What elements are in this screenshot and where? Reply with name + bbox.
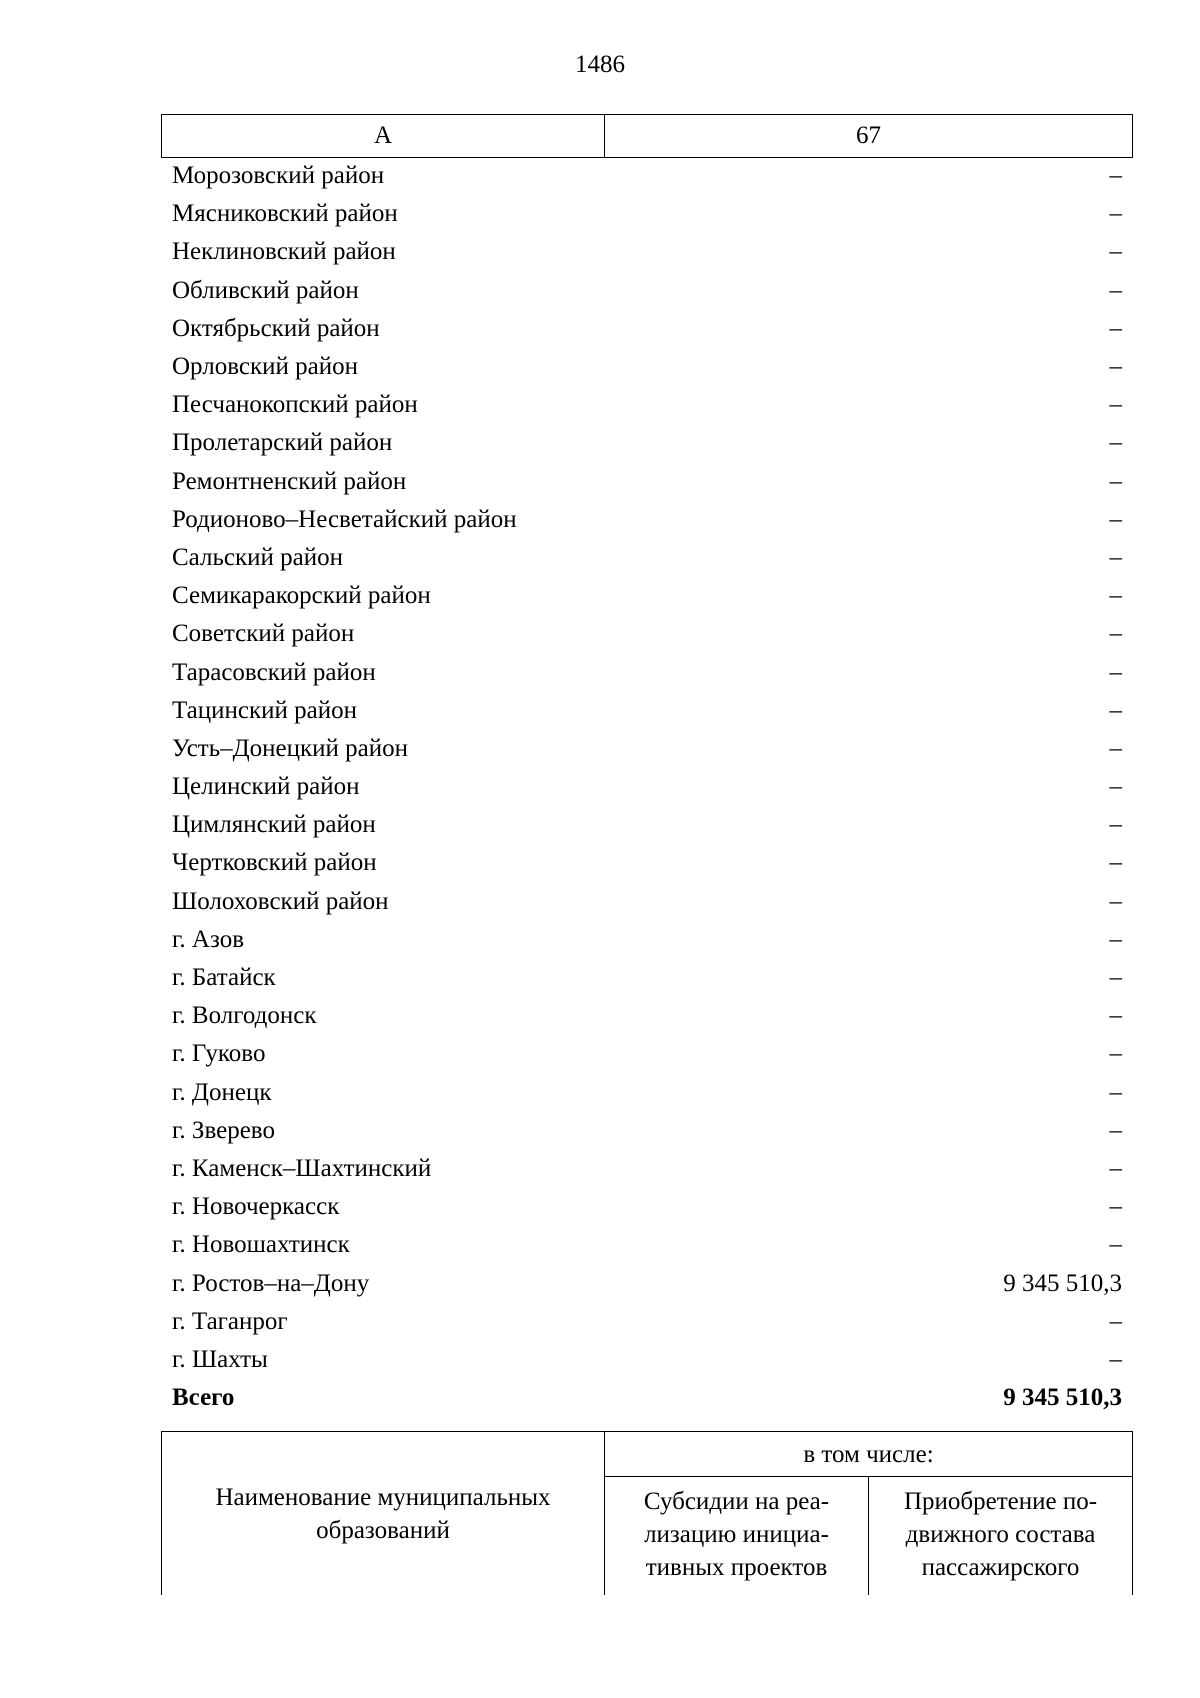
municipality-value: – — [1109, 925, 1122, 953]
table-row — [161, 1150, 1133, 1188]
municipality-list — [161, 157, 1133, 1417]
municipality-name: Ремонтненский район — [172, 467, 407, 495]
table-row — [161, 577, 1133, 615]
municipality-value: – — [1109, 1231, 1122, 1259]
table-row — [161, 386, 1133, 424]
page-number: 1486 — [575, 51, 625, 78]
municipality-name-header — [162, 1432, 605, 1596]
table-row — [161, 844, 1133, 882]
municipality-value: – — [1109, 1040, 1122, 1068]
municipality-value: – — [1109, 964, 1122, 992]
table-row — [161, 348, 1133, 386]
municipality-name: Усть–Донецкий район — [172, 734, 409, 762]
municipality-name: Цимлянский район — [172, 811, 376, 839]
column-a-header: А — [162, 115, 605, 158]
table-row — [161, 921, 1133, 959]
rolling-stock-purchase-text: Приобретение по- движного состава пассажирского — [903, 1488, 1098, 1581]
municipality-name: Тарасовский район — [172, 658, 376, 686]
municipality-value: – — [1109, 467, 1122, 495]
municipality-value: – — [1109, 658, 1122, 686]
municipality-value: – — [1109, 1345, 1122, 1373]
municipality-name: г. Гуково — [172, 1040, 266, 1068]
table-row — [161, 195, 1133, 233]
municipality-name: Орловский район — [172, 353, 358, 381]
municipality-value: – — [1109, 276, 1122, 304]
table-row — [161, 1226, 1133, 1264]
total-label: Всего — [172, 1384, 235, 1412]
rolling-stock-purchase-header — [869, 1477, 1133, 1596]
table-row — [161, 959, 1133, 997]
table-row — [161, 768, 1133, 806]
municipality-value: – — [1109, 582, 1122, 610]
municipality-name-header-text: Наименование муниципальных образований — [215, 1483, 551, 1544]
table-row — [161, 233, 1133, 271]
table-row — [161, 883, 1133, 921]
municipality-value: – — [1109, 811, 1122, 839]
municipality-value: – — [1109, 620, 1122, 648]
municipality-name: Семикаракорский район — [172, 582, 431, 610]
municipality-name: г. Новошахтинск — [172, 1231, 350, 1259]
municipality-value: – — [1109, 391, 1122, 419]
including-header: в том числе: — [605, 1432, 1133, 1477]
municipality-name: Чертковский район — [172, 849, 377, 877]
municipality-name: г. Новочеркасск — [172, 1193, 340, 1221]
column-header-table — [161, 114, 1133, 158]
municipality-value: – — [1109, 1116, 1122, 1144]
municipality-name: г. Азов — [172, 925, 245, 953]
table-row — [161, 424, 1133, 462]
municipality-name: г. Ростов–на–Дону — [172, 1269, 370, 1297]
municipality-value: – — [1109, 1154, 1122, 1182]
table-row — [161, 730, 1133, 768]
municipality-name: Советский район — [172, 620, 355, 648]
municipality-name: г. Шахты — [172, 1345, 268, 1373]
municipality-value: 9 345 510,3 — [1003, 1269, 1122, 1297]
municipality-value: – — [1109, 353, 1122, 381]
table-row — [161, 1035, 1133, 1073]
municipality-name: г. Волгодонск — [172, 1002, 317, 1030]
municipality-name: Обливский район — [172, 276, 359, 304]
municipality-name: Морозовский район — [172, 162, 385, 190]
municipality-name: г. Каменск–Шахтинский — [172, 1154, 432, 1182]
municipality-value: – — [1109, 1002, 1122, 1030]
municipality-value: – — [1109, 887, 1122, 915]
municipality-name: г. Зверево — [172, 1116, 275, 1144]
municipality-value: – — [1109, 200, 1122, 228]
table-row — [161, 1341, 1133, 1379]
municipality-name: Шолоховский район — [172, 887, 389, 915]
municipality-name: Мясниковский район — [172, 200, 398, 228]
municipality-value: – — [1109, 696, 1122, 724]
municipality-value: – — [1109, 734, 1122, 762]
municipality-name: г. Батайск — [172, 964, 276, 992]
table-row — [161, 615, 1133, 653]
total-row — [161, 1379, 1133, 1417]
table-row — [161, 1074, 1133, 1112]
municipality-name: Тацинский район — [172, 696, 357, 724]
table-row — [161, 997, 1133, 1035]
municipality-value: – — [1109, 1307, 1122, 1335]
municipality-value: – — [1109, 314, 1122, 342]
municipality-name: Песчанокопский район — [172, 391, 418, 419]
municipality-name: г. Донецк — [172, 1078, 272, 1106]
initiative-projects-subsidy-text: Субсидии на реа- лизацию инициа- тивных проектов — [643, 1488, 830, 1581]
table-row — [161, 1112, 1133, 1150]
table-row — [161, 1303, 1133, 1341]
table-row — [161, 272, 1133, 310]
municipality-name: Целинский район — [172, 773, 360, 801]
table-row — [161, 463, 1133, 501]
municipality-value: – — [1109, 773, 1122, 801]
municipality-name: г. Таганрог — [172, 1307, 288, 1335]
table-row — [161, 501, 1133, 539]
table-row — [161, 539, 1133, 577]
municipality-name: Пролетарский район — [172, 429, 393, 457]
municipality-value: – — [1109, 429, 1122, 457]
municipality-value: – — [1109, 849, 1122, 877]
municipality-value: – — [1109, 1078, 1122, 1106]
municipality-value: – — [1109, 238, 1122, 266]
municipality-value: – — [1109, 1193, 1122, 1221]
municipality-value: – — [1109, 543, 1122, 571]
municipality-name: Октябрьский район — [172, 314, 380, 342]
total-value: 9 345 510,3 — [1003, 1384, 1122, 1412]
table-row — [161, 1188, 1133, 1226]
column-67-header: 67 — [605, 115, 1133, 158]
municipality-name: Родионово–Несветайский район — [172, 505, 517, 533]
municipality-name: Неклиновский район — [172, 238, 396, 266]
municipality-value: – — [1109, 162, 1122, 190]
initiative-projects-subsidy-header — [605, 1477, 869, 1596]
table-row — [161, 157, 1133, 195]
table-row — [161, 692, 1133, 730]
table-row — [161, 1264, 1133, 1302]
municipality-value: – — [1109, 505, 1122, 533]
next-table-header — [161, 1431, 1133, 1595]
table-row — [161, 653, 1133, 691]
table-row — [161, 806, 1133, 844]
municipality-name: Сальский район — [172, 543, 343, 571]
table-row — [161, 310, 1133, 348]
